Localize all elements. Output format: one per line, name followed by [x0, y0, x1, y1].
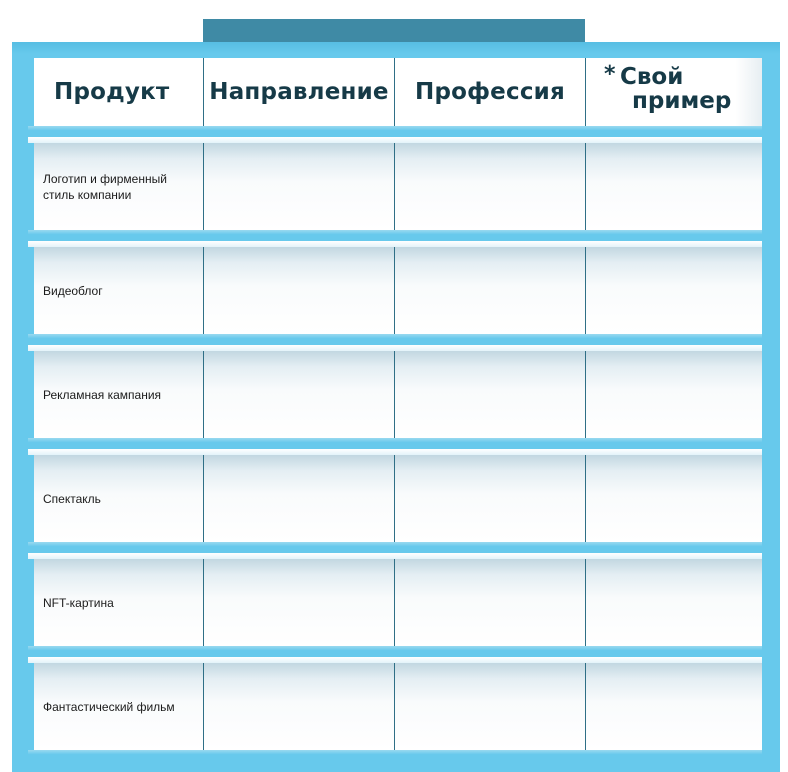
table-row	[34, 351, 762, 438]
row-separator-band	[28, 646, 762, 657]
product-cell	[34, 143, 204, 230]
own-example-cell[interactable]	[586, 455, 762, 542]
product-label: Видеоблог	[43, 283, 103, 298]
direction-cell[interactable]	[204, 663, 395, 750]
profession-cell[interactable]	[395, 143, 586, 230]
row-separator-band	[28, 334, 762, 345]
header-direction-label: Направление	[209, 79, 389, 105]
table-row	[34, 143, 762, 230]
direction-cell[interactable]	[204, 559, 395, 646]
product-label: Фантастический фильм	[43, 699, 175, 714]
product-cell	[34, 247, 204, 334]
row-separator-band	[28, 126, 762, 137]
direction-cell[interactable]	[204, 455, 395, 542]
product-label: Логотип и фирменный стиль компании	[43, 171, 167, 202]
own-example-line1: Свой	[620, 64, 684, 90]
own-example-cell[interactable]	[586, 351, 762, 438]
header-cell-direction	[204, 58, 395, 126]
profession-cell[interactable]	[395, 455, 586, 542]
asterisk-mark: *	[604, 62, 616, 87]
own-example-cell[interactable]	[586, 247, 762, 334]
header-product-label: Продукт	[54, 79, 170, 105]
row-separator-band	[28, 438, 762, 449]
product-label: Рекламная кампания	[43, 387, 162, 402]
own-example-cell[interactable]	[586, 559, 762, 646]
header-cell-product	[34, 58, 204, 126]
row-separator-band	[28, 750, 762, 761]
profession-cell[interactable]	[395, 351, 586, 438]
profession-cell[interactable]	[395, 663, 586, 750]
header-cell-own-example	[586, 58, 762, 126]
own-example-line2: пример	[632, 88, 732, 114]
table-row	[34, 663, 762, 750]
header-own-example-label	[604, 62, 732, 114]
product-cell	[34, 455, 204, 542]
row-separator-band	[28, 542, 762, 553]
product-label: Спектакль	[43, 491, 101, 506]
own-example-cell[interactable]	[586, 143, 762, 230]
table-row	[34, 247, 762, 334]
header-profession-label: Профессия	[415, 79, 565, 105]
table-row	[34, 455, 762, 542]
row-separator-band	[28, 230, 762, 241]
direction-cell[interactable]	[204, 247, 395, 334]
product-label: NFT-картина	[43, 595, 114, 610]
table-row	[34, 559, 762, 646]
direction-cell[interactable]	[204, 351, 395, 438]
profession-cell[interactable]	[395, 559, 586, 646]
table-header-row	[34, 58, 762, 126]
header-cell-profession	[395, 58, 586, 126]
product-cell	[34, 351, 204, 438]
product-cell	[34, 559, 204, 646]
frame-shadow	[12, 42, 780, 54]
own-example-cell[interactable]	[586, 663, 762, 750]
direction-cell[interactable]	[204, 143, 395, 230]
product-cell	[34, 663, 204, 750]
profession-cell[interactable]	[395, 247, 586, 334]
